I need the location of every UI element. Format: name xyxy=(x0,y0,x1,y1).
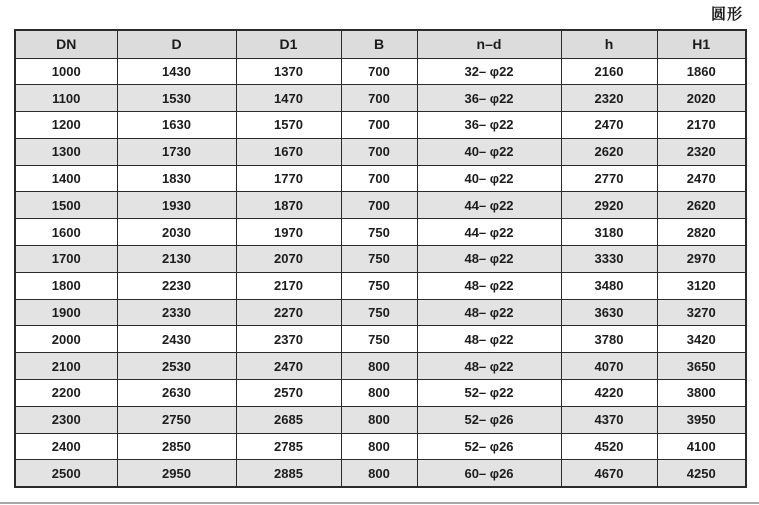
table-cell: 48– φ22 xyxy=(417,326,561,353)
table-cell: 2270 xyxy=(236,299,341,326)
table-cell: 1400 xyxy=(15,165,117,192)
table-cell: 2920 xyxy=(561,192,657,219)
table-cell: 2330 xyxy=(117,299,236,326)
table-cell: 3650 xyxy=(657,353,746,380)
table-cell: 2770 xyxy=(561,165,657,192)
column-header: D xyxy=(117,30,236,58)
table-cell: 1900 xyxy=(15,299,117,326)
table-row xyxy=(15,85,746,112)
table-cell: 1100 xyxy=(15,85,117,112)
table-cell: 1000 xyxy=(15,58,117,85)
table-cell: 2320 xyxy=(561,85,657,112)
table-cell: 1300 xyxy=(15,138,117,165)
table-cell: 2000 xyxy=(15,326,117,353)
table-cell: 2200 xyxy=(15,380,117,407)
table-cell: 44– φ22 xyxy=(417,219,561,246)
table-body xyxy=(15,58,746,487)
table-cell: 1930 xyxy=(117,192,236,219)
table-caption: 圆形 xyxy=(710,6,743,23)
table-cell: 2070 xyxy=(236,246,341,273)
table-cell: 2470 xyxy=(561,112,657,139)
table-row xyxy=(15,165,746,192)
table-cell: 48– φ22 xyxy=(417,246,561,273)
table-cell: 1630 xyxy=(117,112,236,139)
table-cell: 36– φ22 xyxy=(417,85,561,112)
table-cell: 1970 xyxy=(236,219,341,246)
table-cell: 2785 xyxy=(236,433,341,460)
table-cell: 700 xyxy=(341,85,417,112)
table-cell: 2820 xyxy=(657,219,746,246)
table-cell: 2020 xyxy=(657,85,746,112)
table-cell: 750 xyxy=(341,272,417,299)
table-cell: 1570 xyxy=(236,112,341,139)
table-cell: 700 xyxy=(341,165,417,192)
table-row xyxy=(15,246,746,273)
table-cell: 1500 xyxy=(15,192,117,219)
table-cell: 32– φ22 xyxy=(417,58,561,85)
table-cell: 800 xyxy=(341,460,417,487)
table-cell: 3180 xyxy=(561,219,657,246)
table-row xyxy=(15,58,746,85)
table-cell: 800 xyxy=(341,406,417,433)
table-row xyxy=(15,406,746,433)
table-cell: 750 xyxy=(341,246,417,273)
table-cell: 52– φ22 xyxy=(417,380,561,407)
table-cell: 1530 xyxy=(117,85,236,112)
table-cell: 1730 xyxy=(117,138,236,165)
table-cell: 4250 xyxy=(657,460,746,487)
table-cell: 60– φ26 xyxy=(417,460,561,487)
table-cell: 2620 xyxy=(561,138,657,165)
table-cell: 4520 xyxy=(561,433,657,460)
table-cell: 4100 xyxy=(657,433,746,460)
table-cell: 2685 xyxy=(236,406,341,433)
table-cell: 4220 xyxy=(561,380,657,407)
table-cell: 800 xyxy=(341,353,417,380)
table-cell: 2160 xyxy=(561,58,657,85)
table-cell: 2570 xyxy=(236,380,341,407)
table-cell: 2885 xyxy=(236,460,341,487)
table-cell: 3800 xyxy=(657,380,746,407)
table-cell: 2370 xyxy=(236,326,341,353)
table-cell: 1860 xyxy=(657,58,746,85)
column-header: DN xyxy=(15,30,117,58)
table-row xyxy=(15,460,746,487)
table-cell: 2320 xyxy=(657,138,746,165)
table-cell: 48– φ22 xyxy=(417,353,561,380)
table-cell: 2430 xyxy=(117,326,236,353)
table-cell: 1770 xyxy=(236,165,341,192)
table-cell: 1200 xyxy=(15,112,117,139)
table-cell: 800 xyxy=(341,380,417,407)
table-cell: 3480 xyxy=(561,272,657,299)
table-cell: 2170 xyxy=(657,112,746,139)
column-header: h xyxy=(561,30,657,58)
table-cell: 1430 xyxy=(117,58,236,85)
table-cell: 2970 xyxy=(657,246,746,273)
table-cell: 48– φ22 xyxy=(417,299,561,326)
table-cell: 3780 xyxy=(561,326,657,353)
table-cell: 2300 xyxy=(15,406,117,433)
table-cell: 2630 xyxy=(117,380,236,407)
table-cell: 2620 xyxy=(657,192,746,219)
column-header: n–d xyxy=(417,30,561,58)
table-row xyxy=(15,433,746,460)
column-header: B xyxy=(341,30,417,58)
table-cell: 2130 xyxy=(117,246,236,273)
table-cell: 2750 xyxy=(117,406,236,433)
table-cell: 700 xyxy=(341,112,417,139)
table-cell: 1470 xyxy=(236,85,341,112)
table-cell: 700 xyxy=(341,138,417,165)
table-cell: 44– φ22 xyxy=(417,192,561,219)
column-header: D1 xyxy=(236,30,341,58)
table-cell: 36– φ22 xyxy=(417,112,561,139)
table-cell: 52– φ26 xyxy=(417,433,561,460)
table-row xyxy=(15,192,746,219)
table-cell: 1700 xyxy=(15,246,117,273)
table-cell: 4070 xyxy=(561,353,657,380)
table-cell: 2500 xyxy=(15,460,117,487)
table-row xyxy=(15,380,746,407)
flange-dimensions-table xyxy=(14,29,747,488)
table-cell: 1870 xyxy=(236,192,341,219)
table-row xyxy=(15,219,746,246)
table-cell: 48– φ22 xyxy=(417,272,561,299)
table-cell: 700 xyxy=(341,58,417,85)
table-cell: 700 xyxy=(341,192,417,219)
table-cell: 3420 xyxy=(657,326,746,353)
column-header: H1 xyxy=(657,30,746,58)
table-cell: 1830 xyxy=(117,165,236,192)
table-cell: 800 xyxy=(341,433,417,460)
table-cell: 3120 xyxy=(657,272,746,299)
table-cell: 2470 xyxy=(657,165,746,192)
table-cell: 4370 xyxy=(561,406,657,433)
table-cell: 4670 xyxy=(561,460,657,487)
table-cell: 1600 xyxy=(15,219,117,246)
table-cell: 2030 xyxy=(117,219,236,246)
table-cell: 750 xyxy=(341,219,417,246)
table-row xyxy=(15,138,746,165)
table-cell: 2170 xyxy=(236,272,341,299)
table-cell: 1370 xyxy=(236,58,341,85)
table-row xyxy=(15,353,746,380)
table-cell: 2230 xyxy=(117,272,236,299)
table-cell: 2470 xyxy=(236,353,341,380)
table-header-row xyxy=(15,30,746,58)
table-cell: 2530 xyxy=(117,353,236,380)
table-cell: 2850 xyxy=(117,433,236,460)
bottom-rule-divider xyxy=(0,502,759,504)
table-row xyxy=(15,272,746,299)
table-cell: 40– φ22 xyxy=(417,165,561,192)
table-cell: 1800 xyxy=(15,272,117,299)
table-cell: 40– φ22 xyxy=(417,138,561,165)
table-cell: 3630 xyxy=(561,299,657,326)
table-cell: 2100 xyxy=(15,353,117,380)
table-row xyxy=(15,326,746,353)
table-cell: 2950 xyxy=(117,460,236,487)
table-cell: 3270 xyxy=(657,299,746,326)
table-cell: 3950 xyxy=(657,406,746,433)
table-row xyxy=(15,112,746,139)
table-cell: 1670 xyxy=(236,138,341,165)
table-cell: 750 xyxy=(341,326,417,353)
table-cell: 750 xyxy=(341,299,417,326)
table-cell: 52– φ26 xyxy=(417,406,561,433)
table-row xyxy=(15,299,746,326)
table-cell: 2400 xyxy=(15,433,117,460)
table-cell: 3330 xyxy=(561,246,657,273)
